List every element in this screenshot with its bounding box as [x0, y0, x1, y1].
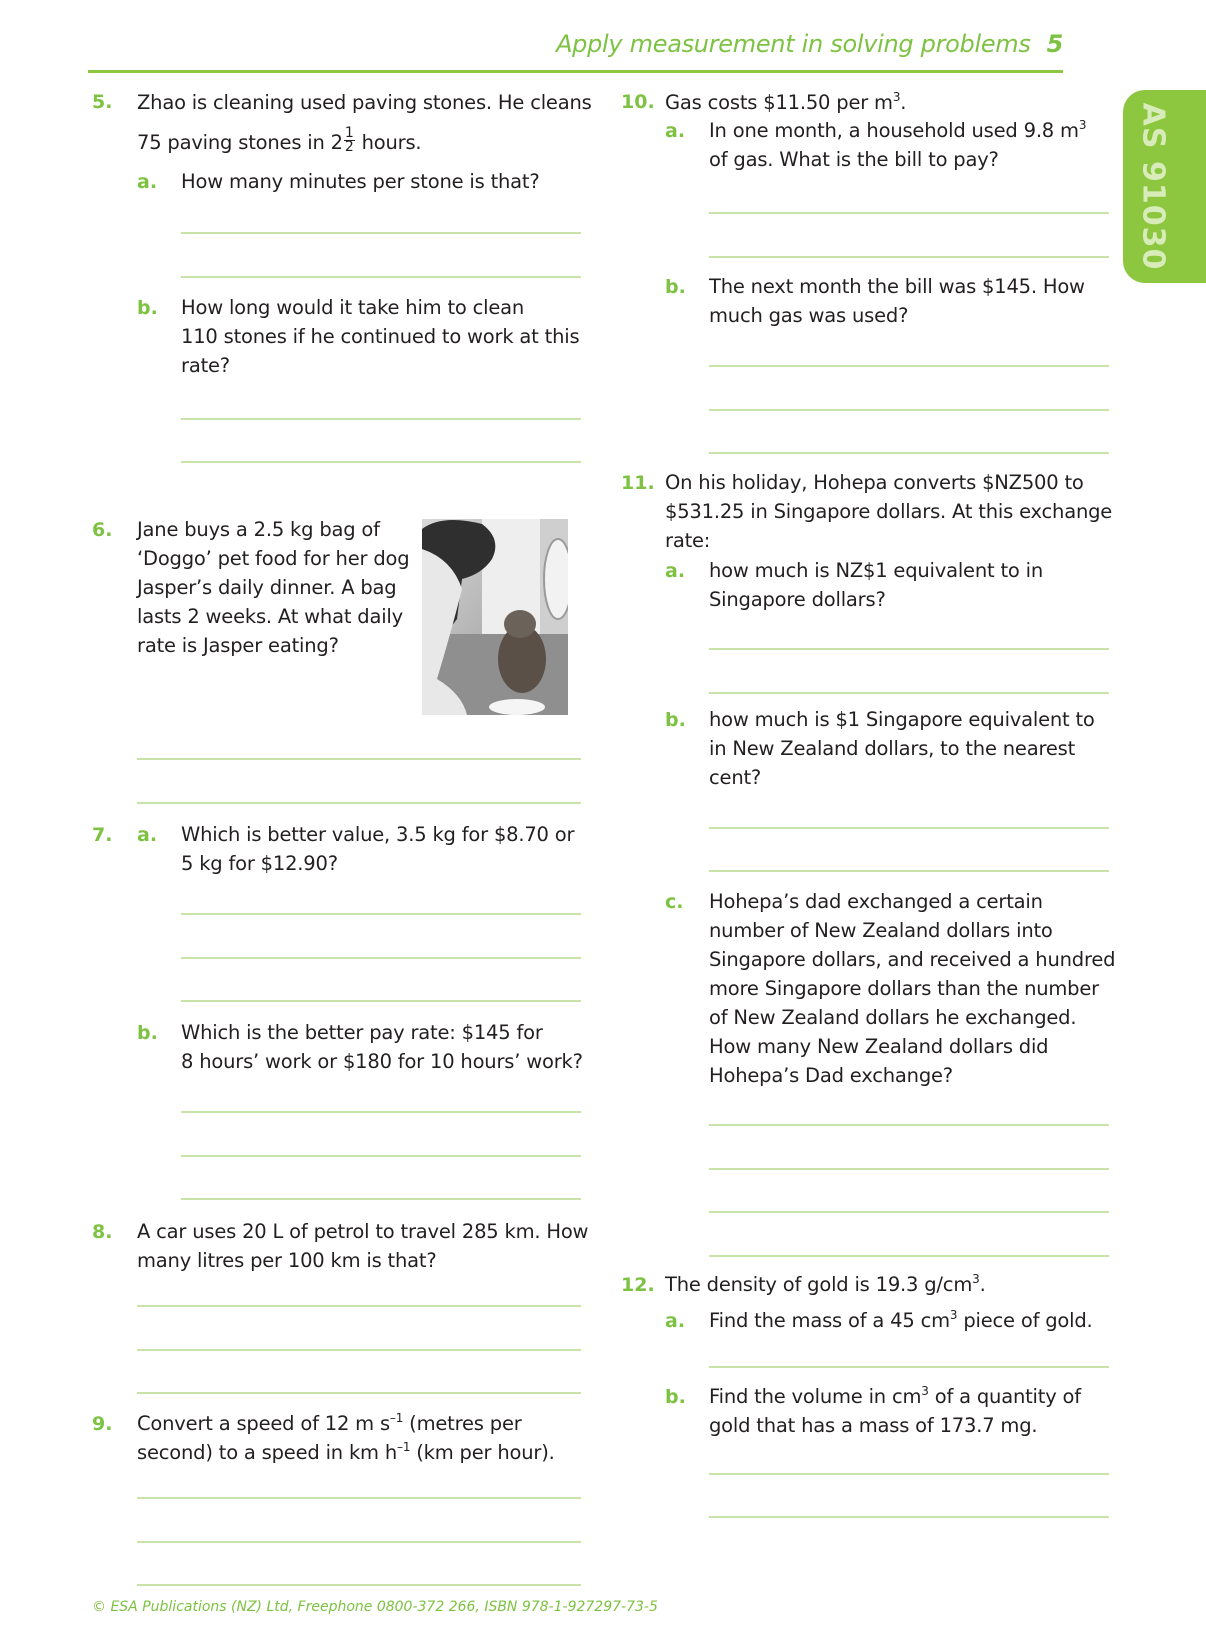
answer-line[interactable] [181, 1198, 581, 1200]
question-number-8: 8. [92, 1221, 113, 1243]
girl-and-dog-photo [422, 519, 568, 715]
question-number-7: 7. [92, 824, 113, 846]
q5-stem-line2: 75 paving stones in 2 $\frac{1}{2}$ hours. [137, 125, 422, 155]
q11-part-a-label: a. [665, 560, 686, 582]
answer-line[interactable] [181, 913, 581, 915]
q11-part-c-line1: Hohepa’s dad exchanged a certain [709, 890, 1043, 913]
page-header [0, 30, 1063, 58]
q7-part-b-line1: Which is the better pay rate: $145 for [181, 1021, 543, 1044]
q12-part-a-label: a. [665, 1310, 686, 1332]
answer-line[interactable] [709, 212, 1109, 214]
q12-part-a-text: Find the mass of a 45 $cm^3$ piece of gold. [709, 1308, 1093, 1332]
q12-part-b-line2: gold that has a mass of 173.7 mg. [709, 1414, 1038, 1437]
q8-line2: many litres per 100 km is that? [137, 1249, 437, 1272]
q6-line4: lasts 2 weeks. At what daily [137, 605, 403, 628]
answer-line[interactable] [181, 461, 581, 463]
answer-line[interactable] [181, 957, 581, 959]
q10-part-b-line1: The next month the bill was $145. How [709, 275, 1085, 298]
q11-part-c-line2: number of New Zealand dollars into [709, 919, 1053, 942]
answer-line[interactable] [137, 1497, 581, 1499]
q11-part-b-line2: in New Zealand dollars, to the nearest [709, 737, 1076, 760]
q5-part-a-text: How many minutes per stone is that? [181, 170, 540, 193]
answer-line[interactable] [137, 758, 581, 760]
question-number-12: 12. [621, 1274, 655, 1296]
answer-line[interactable] [709, 827, 1109, 829]
q11-part-b-line1: how much is $1 Singapore equivalent to [709, 708, 1095, 731]
answer-line[interactable] [137, 1541, 581, 1543]
q11-part-c-line3: Singapore dollars, and received a hundred [709, 948, 1116, 971]
q11-part-c-line7: Hohepa’s Dad exchange? [709, 1064, 953, 1087]
q10-part-b-line2: much gas was used? [709, 304, 909, 327]
q9-line1: Convert a speed of 12 m $s^{-1}$ (metres per [137, 1411, 522, 1435]
question-number-9: 9. [92, 1413, 113, 1435]
answer-line[interactable] [709, 692, 1109, 694]
answer-line[interactable] [709, 1124, 1109, 1126]
q11-part-c-label: c. [665, 891, 684, 913]
q11-part-a-line2: Singapore dollars? [709, 588, 886, 611]
chapter-title: Apply measurement in solving problems [556, 30, 1031, 58]
q9-line2: second) to a speed in km $h^{-1}$ (km per hour). [137, 1440, 555, 1464]
q10-part-a-label: a. [665, 120, 686, 142]
q6-line3: Jasper’s daily dinner. A bag [137, 576, 397, 599]
answer-line[interactable] [137, 1349, 581, 1351]
page-number: 5 [1046, 30, 1063, 58]
photo-illustration [422, 519, 568, 715]
q6-line1: Jane buys a 2.5 kg bag of [137, 518, 380, 541]
q7-part-b-line2: 8 hours’ work or $180 for 10 hours’ work? [181, 1050, 583, 1073]
q8-line1: A car uses 20 L of petrol to travel 285 km. How [137, 1220, 589, 1243]
answer-line[interactable] [709, 1366, 1109, 1368]
answer-line[interactable] [709, 648, 1109, 650]
q11-stem-line3: rate: [665, 529, 711, 552]
question-number-6: 6. [92, 519, 113, 541]
q11-part-a-line1: how much is NZ$1 equivalent to in [709, 559, 1044, 582]
answer-line[interactable] [181, 1000, 581, 1002]
q11-stem-line1: On his holiday, Hohepa converts $NZ500 to [665, 471, 1084, 494]
q6-line2: ‘Doggo’ pet food for her dog [137, 547, 410, 570]
answer-line[interactable] [137, 802, 581, 804]
answer-line[interactable] [709, 870, 1109, 872]
answer-line[interactable] [709, 452, 1109, 454]
q10-part-a-line1: In one month, a household used 9.8 $m^3$ [709, 118, 1087, 142]
q11-part-c-line5: of New Zealand dollars he exchanged. [709, 1006, 1077, 1029]
q10-part-a-line2: of gas. What is the bill to pay? [709, 148, 999, 171]
q12-part-b-label: b. [665, 1386, 686, 1408]
q11-part-b-line3: cent? [709, 766, 762, 789]
q11-part-c-line4: more Singapore dollars than the number [709, 977, 1099, 1000]
answer-line[interactable] [709, 1168, 1109, 1170]
answer-line[interactable] [709, 365, 1109, 367]
question-number-11: 11. [621, 472, 655, 494]
standard-side-tab-label: AS 91030 [1135, 102, 1171, 271]
header-rule [88, 70, 1063, 73]
q12-part-b-line1: Find the volume in $cm^3$ of a quantity of [709, 1384, 1081, 1408]
q5-stem-line1: Zhao is cleaning used paving stones. He cleans [137, 91, 592, 114]
answer-line[interactable] [181, 1111, 581, 1113]
answer-line[interactable] [709, 409, 1109, 411]
q5-part-a-label: a. [137, 171, 158, 193]
answer-line[interactable] [709, 1473, 1109, 1475]
answer-line[interactable] [709, 1516, 1109, 1518]
q12-stem: The density of gold is 19.3 $g/cm^3$. [665, 1272, 986, 1296]
q6-line5: rate is Jasper eating? [137, 634, 339, 657]
question-number-10: 10. [621, 91, 655, 113]
q10-part-b-label: b. [665, 276, 686, 298]
answer-line[interactable] [137, 1392, 581, 1394]
question-number-5: 5. [92, 91, 113, 113]
mixed-fraction: $\frac{1}{2}$ [344, 125, 354, 155]
answer-line[interactable] [137, 1305, 581, 1307]
q11-part-c-line6: How many New Zealand dollars did [709, 1035, 1049, 1058]
q7-part-a-label: a. [137, 824, 158, 846]
q7-part-b-label: b. [137, 1022, 158, 1044]
answer-line[interactable] [709, 1211, 1109, 1213]
q7-part-a-line1: Which is better value, 3.5 kg for $8.70 or [181, 823, 575, 846]
q5-part-b-line2: 110 stones if he continued to work at this [181, 325, 580, 348]
q7-part-a-line2: 5 kg for $12.90? [181, 852, 338, 875]
answer-line[interactable] [709, 1255, 1109, 1257]
q11-part-b-label: b. [665, 709, 686, 731]
q10-stem: Gas costs $11.50 per $m^3$. [665, 90, 907, 114]
copyright-footer: © ESA Publications (NZ) Ltd, Freephone 0800-372 266, ISBN 978-1-927297-73-5 [92, 1599, 658, 1615]
q11-stem-line2: $531.25 in Singapore dollars. At this exchange [665, 500, 1113, 523]
answer-line[interactable] [181, 232, 581, 234]
answer-line[interactable] [181, 276, 581, 278]
answer-line[interactable] [709, 256, 1109, 258]
q5-part-b-line1: How long would it take him to clean [181, 296, 525, 319]
q5-part-b-line3: rate? [181, 354, 230, 377]
answer-line[interactable] [137, 1584, 581, 1586]
answer-line[interactable] [181, 1155, 581, 1157]
answer-line[interactable] [181, 418, 581, 420]
q5-part-b-label: b. [137, 297, 158, 319]
